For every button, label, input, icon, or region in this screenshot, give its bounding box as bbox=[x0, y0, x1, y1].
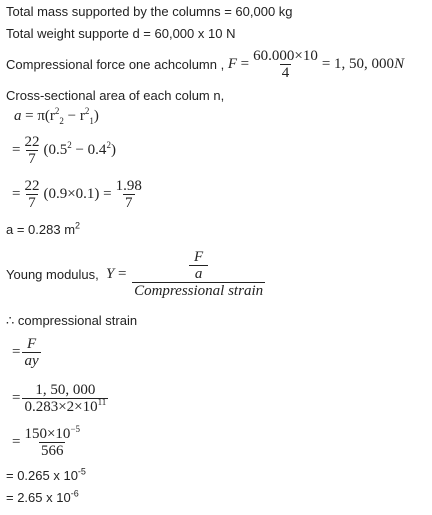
fraction-numerator: 1.98 bbox=[115, 177, 142, 194]
pi-fraction bbox=[22, 178, 41, 211]
area-symbol: a bbox=[14, 108, 22, 124]
strain-fraction bbox=[22, 382, 108, 415]
equals-sign: = bbox=[12, 343, 21, 360]
young-modulus-line bbox=[6, 244, 267, 304]
newton-unit: N bbox=[394, 55, 405, 72]
equals-sign: = bbox=[12, 389, 21, 406]
force-result: = 1, 50, 000 bbox=[321, 55, 395, 72]
strain-step1-line bbox=[12, 332, 43, 372]
equals-sign: = bbox=[12, 185, 21, 202]
strain-result1-line: = 0.265 x $10^{-5}$ bbox=[6, 466, 86, 483]
modulus-fraction bbox=[132, 249, 265, 299]
force-symbol: F bbox=[227, 55, 238, 72]
area-step1-line bbox=[12, 130, 116, 170]
compressional-force-line bbox=[6, 44, 404, 84]
area-expression: = $\pi(r^2_2 - r^2_1)$ bbox=[25, 106, 99, 126]
radius-difference: $(0.5^2 - 0.4^2)$ bbox=[43, 139, 116, 158]
equals-sign: = bbox=[240, 55, 250, 72]
fraction-numerator: F bbox=[26, 335, 37, 352]
fraction-denominator: 7 bbox=[125, 194, 133, 211]
strain-fraction bbox=[22, 336, 40, 369]
strain-fraction bbox=[22, 423, 82, 459]
young-symbol: Y bbox=[106, 265, 115, 282]
equals-sign: = bbox=[12, 141, 21, 158]
fraction-denominator: ay bbox=[24, 352, 39, 369]
force-fraction bbox=[251, 48, 320, 81]
fraction-denominator: Compressional strain bbox=[134, 283, 264, 299]
area-step2-line bbox=[12, 174, 146, 214]
young-modulus-label: Young modulus, bbox=[6, 266, 99, 282]
fraction-denominator: $0.283\times 2\times 10^{11}$ bbox=[24, 396, 107, 415]
strain-result2-line: = 2.65 x $10^{-6}$ bbox=[6, 488, 79, 505]
fraction-denominator: 4 bbox=[281, 64, 290, 81]
fraction-numerator: $150\times 10^{-5}$ bbox=[24, 423, 81, 442]
area-formula-line bbox=[14, 108, 99, 124]
equals-sign: = bbox=[12, 433, 21, 450]
pi-fraction bbox=[22, 134, 41, 167]
stress-fraction: F a bbox=[187, 249, 211, 282]
fraction-numerator: 22 bbox=[24, 177, 40, 194]
result-fraction bbox=[114, 178, 144, 211]
fraction-numerator: 22 bbox=[24, 133, 40, 150]
fraction-numerator: 1, 50, 000 bbox=[35, 381, 96, 398]
equals-sign: = bbox=[117, 265, 127, 282]
compressional-force-label: Compressional force one achcolumn , bbox=[6, 56, 225, 72]
total-weight-line: Total weight supporte d = 60,000 x 10 N bbox=[6, 26, 236, 41]
fraction-denominator: 566 bbox=[40, 442, 64, 459]
therefore-line: ∴ compressional strain bbox=[6, 313, 138, 328]
fraction-denominator: 7 bbox=[28, 150, 36, 167]
cross-section-line: Cross-sectional area of each colum n, bbox=[6, 88, 225, 103]
area-result-line: a = 0.283 $m^2$ bbox=[6, 220, 81, 237]
strain-step2-line bbox=[12, 378, 110, 418]
fraction-denominator: 7 bbox=[28, 194, 36, 211]
total-mass-line: Total mass supported by the columns = 60,000 kg bbox=[6, 4, 293, 19]
product-expression: (0.9×0.1) = bbox=[43, 185, 112, 202]
fraction-numerator: 60.000×10 bbox=[253, 47, 318, 64]
strain-step3-line bbox=[12, 422, 84, 462]
